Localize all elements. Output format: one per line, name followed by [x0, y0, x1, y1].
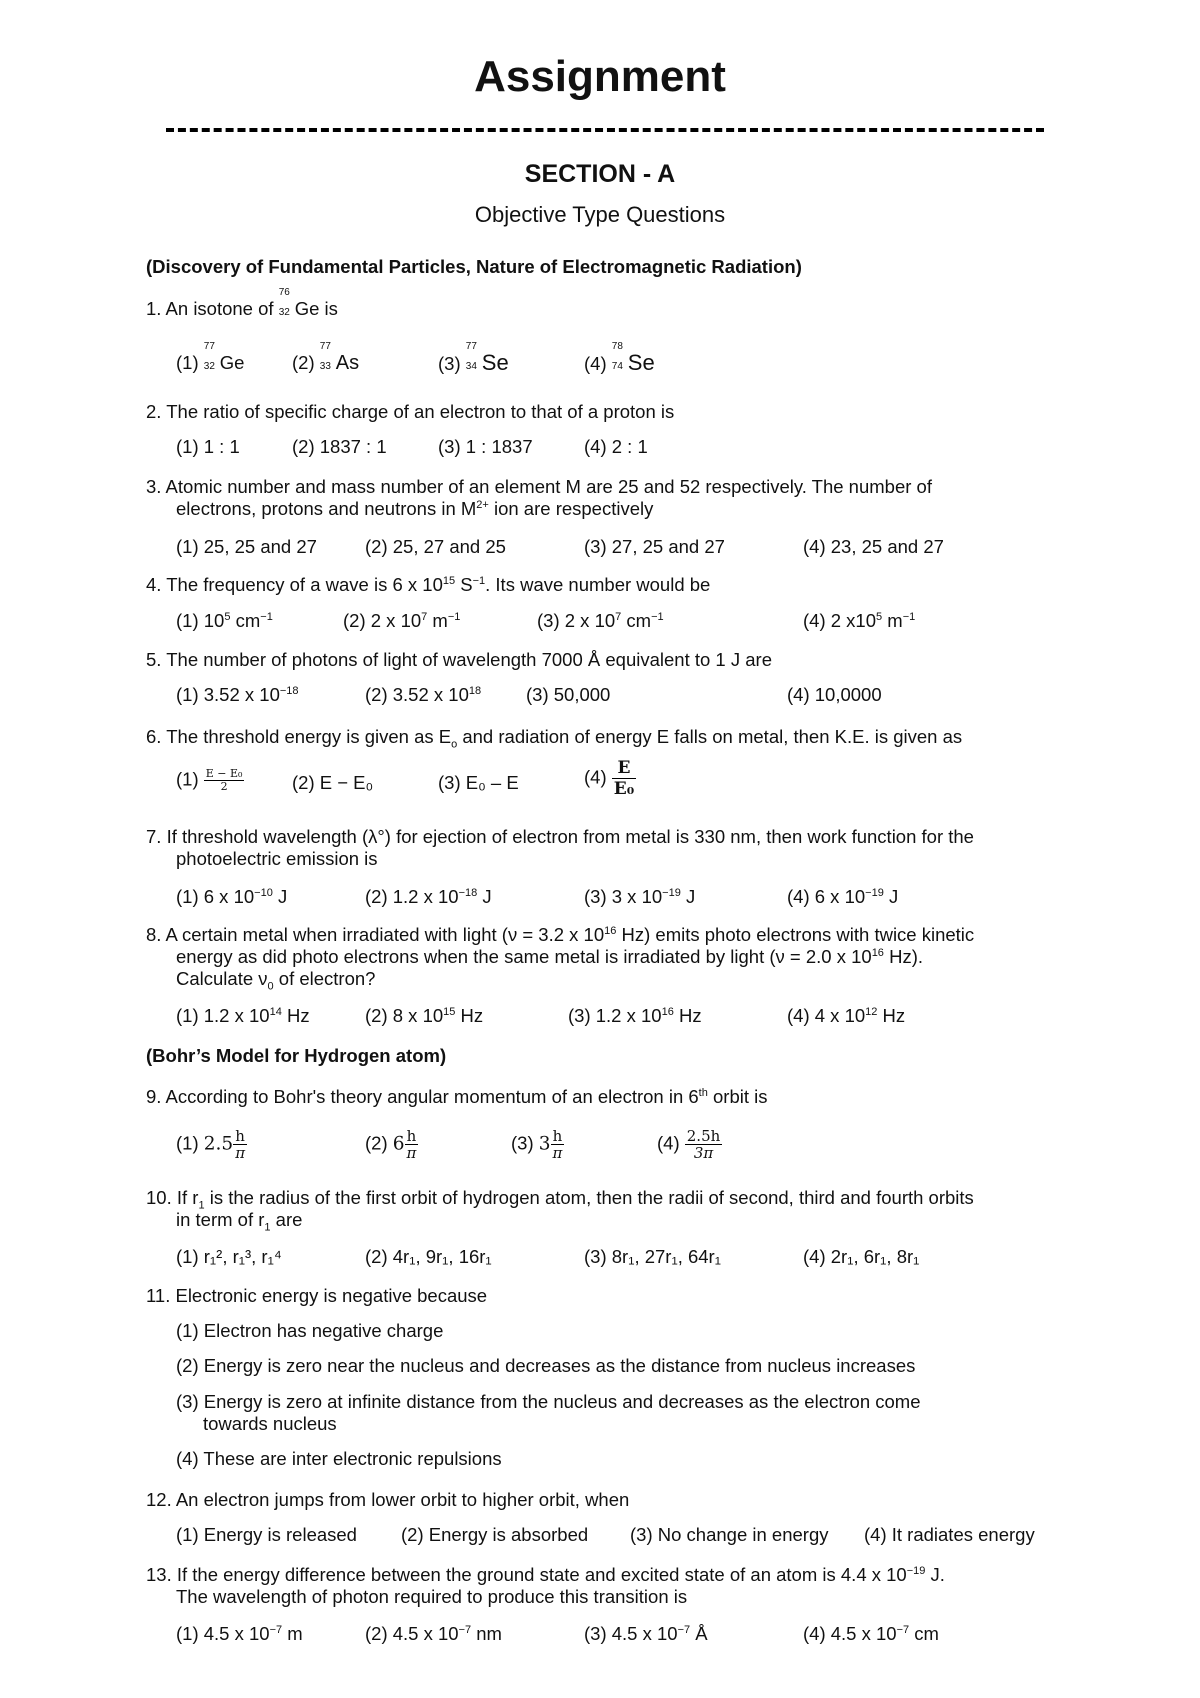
q11-option-3-continued: towards nucleus: [203, 1413, 337, 1434]
q1-option-4: (4) 78 74 Se: [584, 341, 655, 375]
question-7-continued: photoelectric emission is: [176, 848, 378, 869]
question-8-continued-1: energy as did photo electrons when the same metal is irradiated by light (ν = 2.0 x $10^{16}$ Hz).: [176, 946, 923, 967]
q4-option-3: (3) 2 x $10^7$ $cm^{-1}$: [537, 610, 664, 631]
section-heading: SECTION - A: [524, 160, 676, 188]
q12-option-2: (2) Energy is absorbed: [401, 1524, 589, 1545]
question-13-continued: The wavelength of photon required to produce this transition is: [176, 1586, 688, 1607]
question-13: 13. If the energy difference between the ground state and excited state of an atom is 4.4 x $10^{-19}$ J.: [146, 1564, 945, 1585]
question-3-continued: electrons, protons and neutrons in $M^{2+}$ ion are respectively: [176, 498, 654, 519]
q8-option-4: (4) 4 x $10^{12}$ Hz: [787, 1005, 906, 1026]
q11-option-4: (4) These are inter electronic repulsions: [176, 1448, 502, 1469]
question-9: 9. According to Bohr's theory angular momentum of an electron in 6th orbit is: [146, 1086, 768, 1107]
dashed-divider: [166, 128, 1044, 136]
q7-option-1: (1) 6 x $10^{-10}$ J: [176, 886, 288, 907]
q13-option-2: (2) 4.5 x $10^{-7}$ nm: [365, 1623, 502, 1644]
q13-option-4: (4) 4.5 x $10^{-7}$ cm: [803, 1623, 939, 1644]
q5-option-1: (1) 3.52 x $10^{-18}$: [176, 684, 299, 705]
q3-option-1: (1) 25, 25 and 27: [176, 536, 317, 557]
section-subtitle: Objective Type Questions: [474, 202, 726, 227]
q9-option-3: (3) 3 $\frac{h}{\pi}$: [511, 1127, 563, 1162]
question-4: 4. The frequency of a wave is 6 x $10^{15}$ $S^{-1}$. Its wave number would be: [146, 574, 711, 595]
q6-option-1: (1) $\frac{\text{E − E₀}}{2}$: [176, 767, 243, 793]
q10-option-1: (1) r₁², r₁³, r₁⁴: [176, 1246, 282, 1267]
q5-option-3: (3) 50,000: [526, 684, 611, 705]
question-6: 6. The threshold energy is given as $E_o$ and radiation of energy E falls on metal, then K.E. is given as: [146, 726, 963, 751]
question-3: 3. Atomic number and mass number of an element M are 25 and 52 respectively. The number of: [146, 476, 932, 497]
q3-option-4: (4) 23, 25 and 27: [803, 536, 944, 557]
q1-option-1: (1) 77 32 Ge: [176, 341, 245, 373]
q12-option-4: (4) It radiates energy: [864, 1524, 1035, 1545]
q2-option-2: (2) 1837 : 1: [292, 436, 387, 457]
question-12: 12. An electron jumps from lower orbit to higher orbit, when: [146, 1489, 630, 1510]
q8-option-3: (3) 1.2 x $10^{16}$ Hz: [568, 1005, 702, 1026]
q9-option-4: (4) $\frac{2.5h}{3\pi}$: [657, 1127, 721, 1162]
q1-option-3: (3) 77 34 Se: [438, 341, 509, 375]
question-8: 8. A certain metal when irradiated with light (ν = 3.2 x $10^{16}$ Hz) emits photo electrons with twice kinetic: [146, 924, 975, 945]
q1-option-2: (2) 77 33 As: [292, 341, 360, 374]
page-title: Assignment: [474, 52, 726, 101]
q4-option-2: (2) 2 x $10^7$ $m^{-1}$: [343, 610, 461, 631]
topic-heading-2: (Bohr’s Model for Hydrogen atom): [146, 1045, 447, 1066]
q11-option-2: (2) Energy is zero near the nucleus and decreases as the distance from nucleus increases: [176, 1355, 916, 1376]
q2-option-1: (1) 1 : 1: [176, 436, 240, 457]
q10-option-2: (2) 4r₁, 9r₁, 16r₁: [365, 1246, 492, 1267]
q8-option-1: (1) 1.2 x $10^{14}$ Hz: [176, 1005, 310, 1026]
q4-option-4: (4) 2 $x10^5$ $m^{-1}$: [803, 610, 916, 631]
q7-option-3: (3) 3 x $10^{-19}$ J: [584, 886, 696, 907]
q2-option-4: (4) 2 : 1: [584, 436, 648, 457]
q13-option-3: (3) 4.5 x $10^{-7}$ Å: [584, 1623, 708, 1644]
q5-option-4: (4) 10,0000: [787, 684, 882, 705]
q6-option-2: (2) E − E₀: [292, 772, 374, 793]
question-2: 2. The ratio of specific charge of an electron to that of a proton is: [146, 401, 675, 422]
q9-option-1: (1) 2.5 $\frac{h}{\pi}$: [176, 1127, 246, 1162]
q7-option-2: (2) 1.2 x $10^{-18}$ J: [365, 886, 492, 907]
question-1: 1. An isotone of 76 32 Ge is: [146, 287, 338, 319]
q11-option-1: (1) Electron has negative charge: [176, 1320, 444, 1341]
q13-option-1: (1) 4.5 x $10^{-7}$ m: [176, 1623, 303, 1644]
q12-option-1: (1) Energy is released: [176, 1524, 357, 1545]
q7-option-4: (4) 6 x $10^{-19}$ J: [787, 886, 899, 907]
q6-option-3: (3) E₀ – E: [438, 772, 519, 793]
q5-option-2: (2) 3.52 x $10^{18}$: [365, 684, 482, 705]
topic-heading-1: (Discovery of Fundamental Particles, Nature of Electromagnetic Radiation): [146, 256, 802, 277]
q6-option-4: (4) $\frac{E}{\text{E₀}}$: [584, 758, 635, 799]
q12-option-3: (3) No change in energy: [630, 1524, 829, 1545]
question-11: 11. Electronic energy is negative because: [146, 1285, 488, 1306]
question-7: 7. If threshold wavelength (λ°) for ejection of electron from metal is 330 nm, then work function for the: [146, 826, 974, 847]
q2-option-3: (3) 1 : 1837: [438, 436, 533, 457]
q11-option-3: (3) Energy is zero at infinite distance from the nucleus and decreases as the electron come: [176, 1391, 921, 1412]
q3-option-2: (2) 25, 27 and 25: [365, 536, 506, 557]
question-5: 5. The number of photons of light of wavelength 7000 Å equivalent to 1 J are: [146, 649, 772, 670]
nuclide-ge: 76 32 Ge: [278, 287, 320, 319]
q3-option-3: (3) 27, 25 and 27: [584, 536, 725, 557]
question-1-stem: 1. An isotone of: [146, 298, 274, 319]
q10-option-3: (3) 8r₁, 27r₁, 64r₁: [584, 1246, 721, 1267]
q9-option-2: (2) 6 $\frac{h}{\pi}$: [365, 1127, 417, 1162]
question-10: 10. If $r_1$ is the radius of the first orbit of hydrogen atom, then the radii of second, third and fourth orbits: [146, 1187, 974, 1212]
q10-option-4: (4) 2r₁, 6r₁, 8r₁: [803, 1246, 920, 1267]
q8-option-2: (2) 8 x $10^{15}$ Hz: [365, 1005, 484, 1026]
question-8-continued-2: Calculate $\nu_0$ of electron?: [176, 968, 376, 993]
question-10-continued: in term of $r_1$ are: [176, 1209, 303, 1234]
q4-option-1: (1) $10^5$ $cm^{-1}$: [176, 610, 273, 631]
